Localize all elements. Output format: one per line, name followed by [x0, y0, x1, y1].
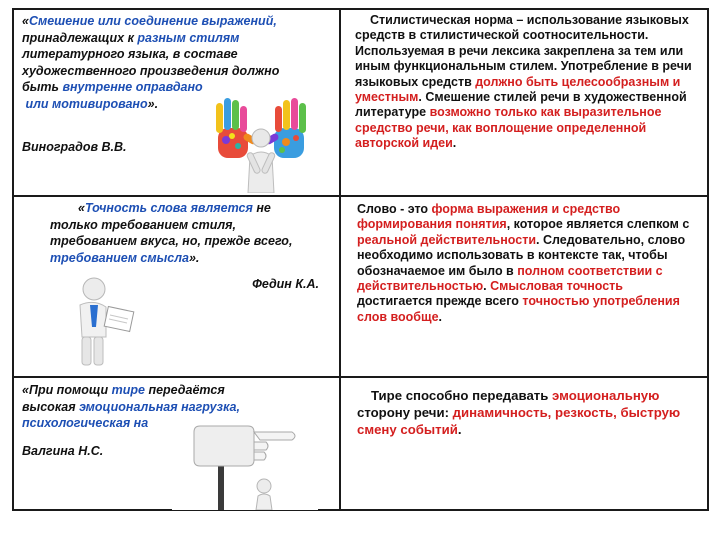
text-highlight: форма выражения и средство формирования понятия [357, 202, 621, 232]
quote-author: Валгина Н.С. [22, 444, 104, 458]
quote-cell-2: «Точность слова является не только требованием стиля, требованием вкуса, но, прежде всего, требованием смысла». [50, 201, 293, 265]
quote-highlight: Смешение или соединение выражений, [28, 14, 277, 28]
quote-highlight: Точность слова является [84, 201, 253, 215]
pointing-hand-sign-icon [170, 420, 320, 510]
text-highlight: эмоциональную [552, 388, 660, 403]
quote-highlight: тире [111, 383, 145, 397]
text-highlight: динамичность, резкость, быструю смену событий [357, 405, 681, 438]
text-highlight: полном соответствии с действительностью [357, 263, 663, 294]
person-reading-document-icon [72, 275, 142, 367]
definition-cell-2: Слово - это форма выражения и средство формирования понятия, которое является слепком с реальной действительности. Следовательно, слово необходимо использовать в контексте так, чтобы обозначаемое им было в полном соответствии с действительностью. Смысловая точность достигается прежде всего точностью употребления слов вообще. [357, 202, 690, 324]
column-divider [339, 10, 341, 509]
row-divider [14, 195, 707, 197]
colorful-painted-hands-icon [206, 98, 316, 193]
text-highlight: должно быть целесообразным и уместным [355, 74, 681, 105]
text-highlight: Смысловая точность [490, 279, 623, 294]
text-highlight: реальной действительности [357, 232, 536, 247]
quote-highlight: требованием смысла [50, 250, 189, 265]
quote-highlight: или мотивировано [25, 96, 148, 111]
text-highlight: точностью употребления слов вообще [357, 294, 680, 324]
quote-cell-1: «Смешение или соединение выражений, принадлежащих к разным стилям литературного языка, в составе художественного произведения должно быть внутренне оправдано или мотивировано». [22, 14, 280, 111]
definition-cell-3: Тире способно передавать эмоциональную сторону речи: динамичность, резкость, быструю смену событий. [357, 388, 681, 438]
quote-cell-3: «При помощи тире передаётся высокая эмоциональная нагрузка, психологическая на [22, 383, 240, 431]
definition-cell-1: Стилистическая норма – использование языковых средств в стилистической соотносительности. Используемая в речи лексика закреплена за тем или иным функциональным стилем. Употребление в речи языковых средств должно быть целесообразным и уместным. Смешение стилей речи в художественной литературе возможно только как выразительное средство речи, как воплощение определенной авторской идеи. [355, 13, 692, 151]
quote-author: Виноградов В.В. [22, 140, 127, 154]
quote-highlight: разным стилям [137, 30, 240, 45]
text-highlight: возможно только как выразительное средство речи, как воплощение определенной авторской идеи [355, 105, 662, 151]
quote-highlight: эмоциональная нагрузка, психологическая на [22, 399, 240, 431]
comparison-table [12, 8, 709, 511]
quote-author: Федин К.А. [252, 277, 319, 291]
quote-highlight: внутренне оправдано [62, 80, 203, 95]
row-divider [14, 376, 707, 378]
